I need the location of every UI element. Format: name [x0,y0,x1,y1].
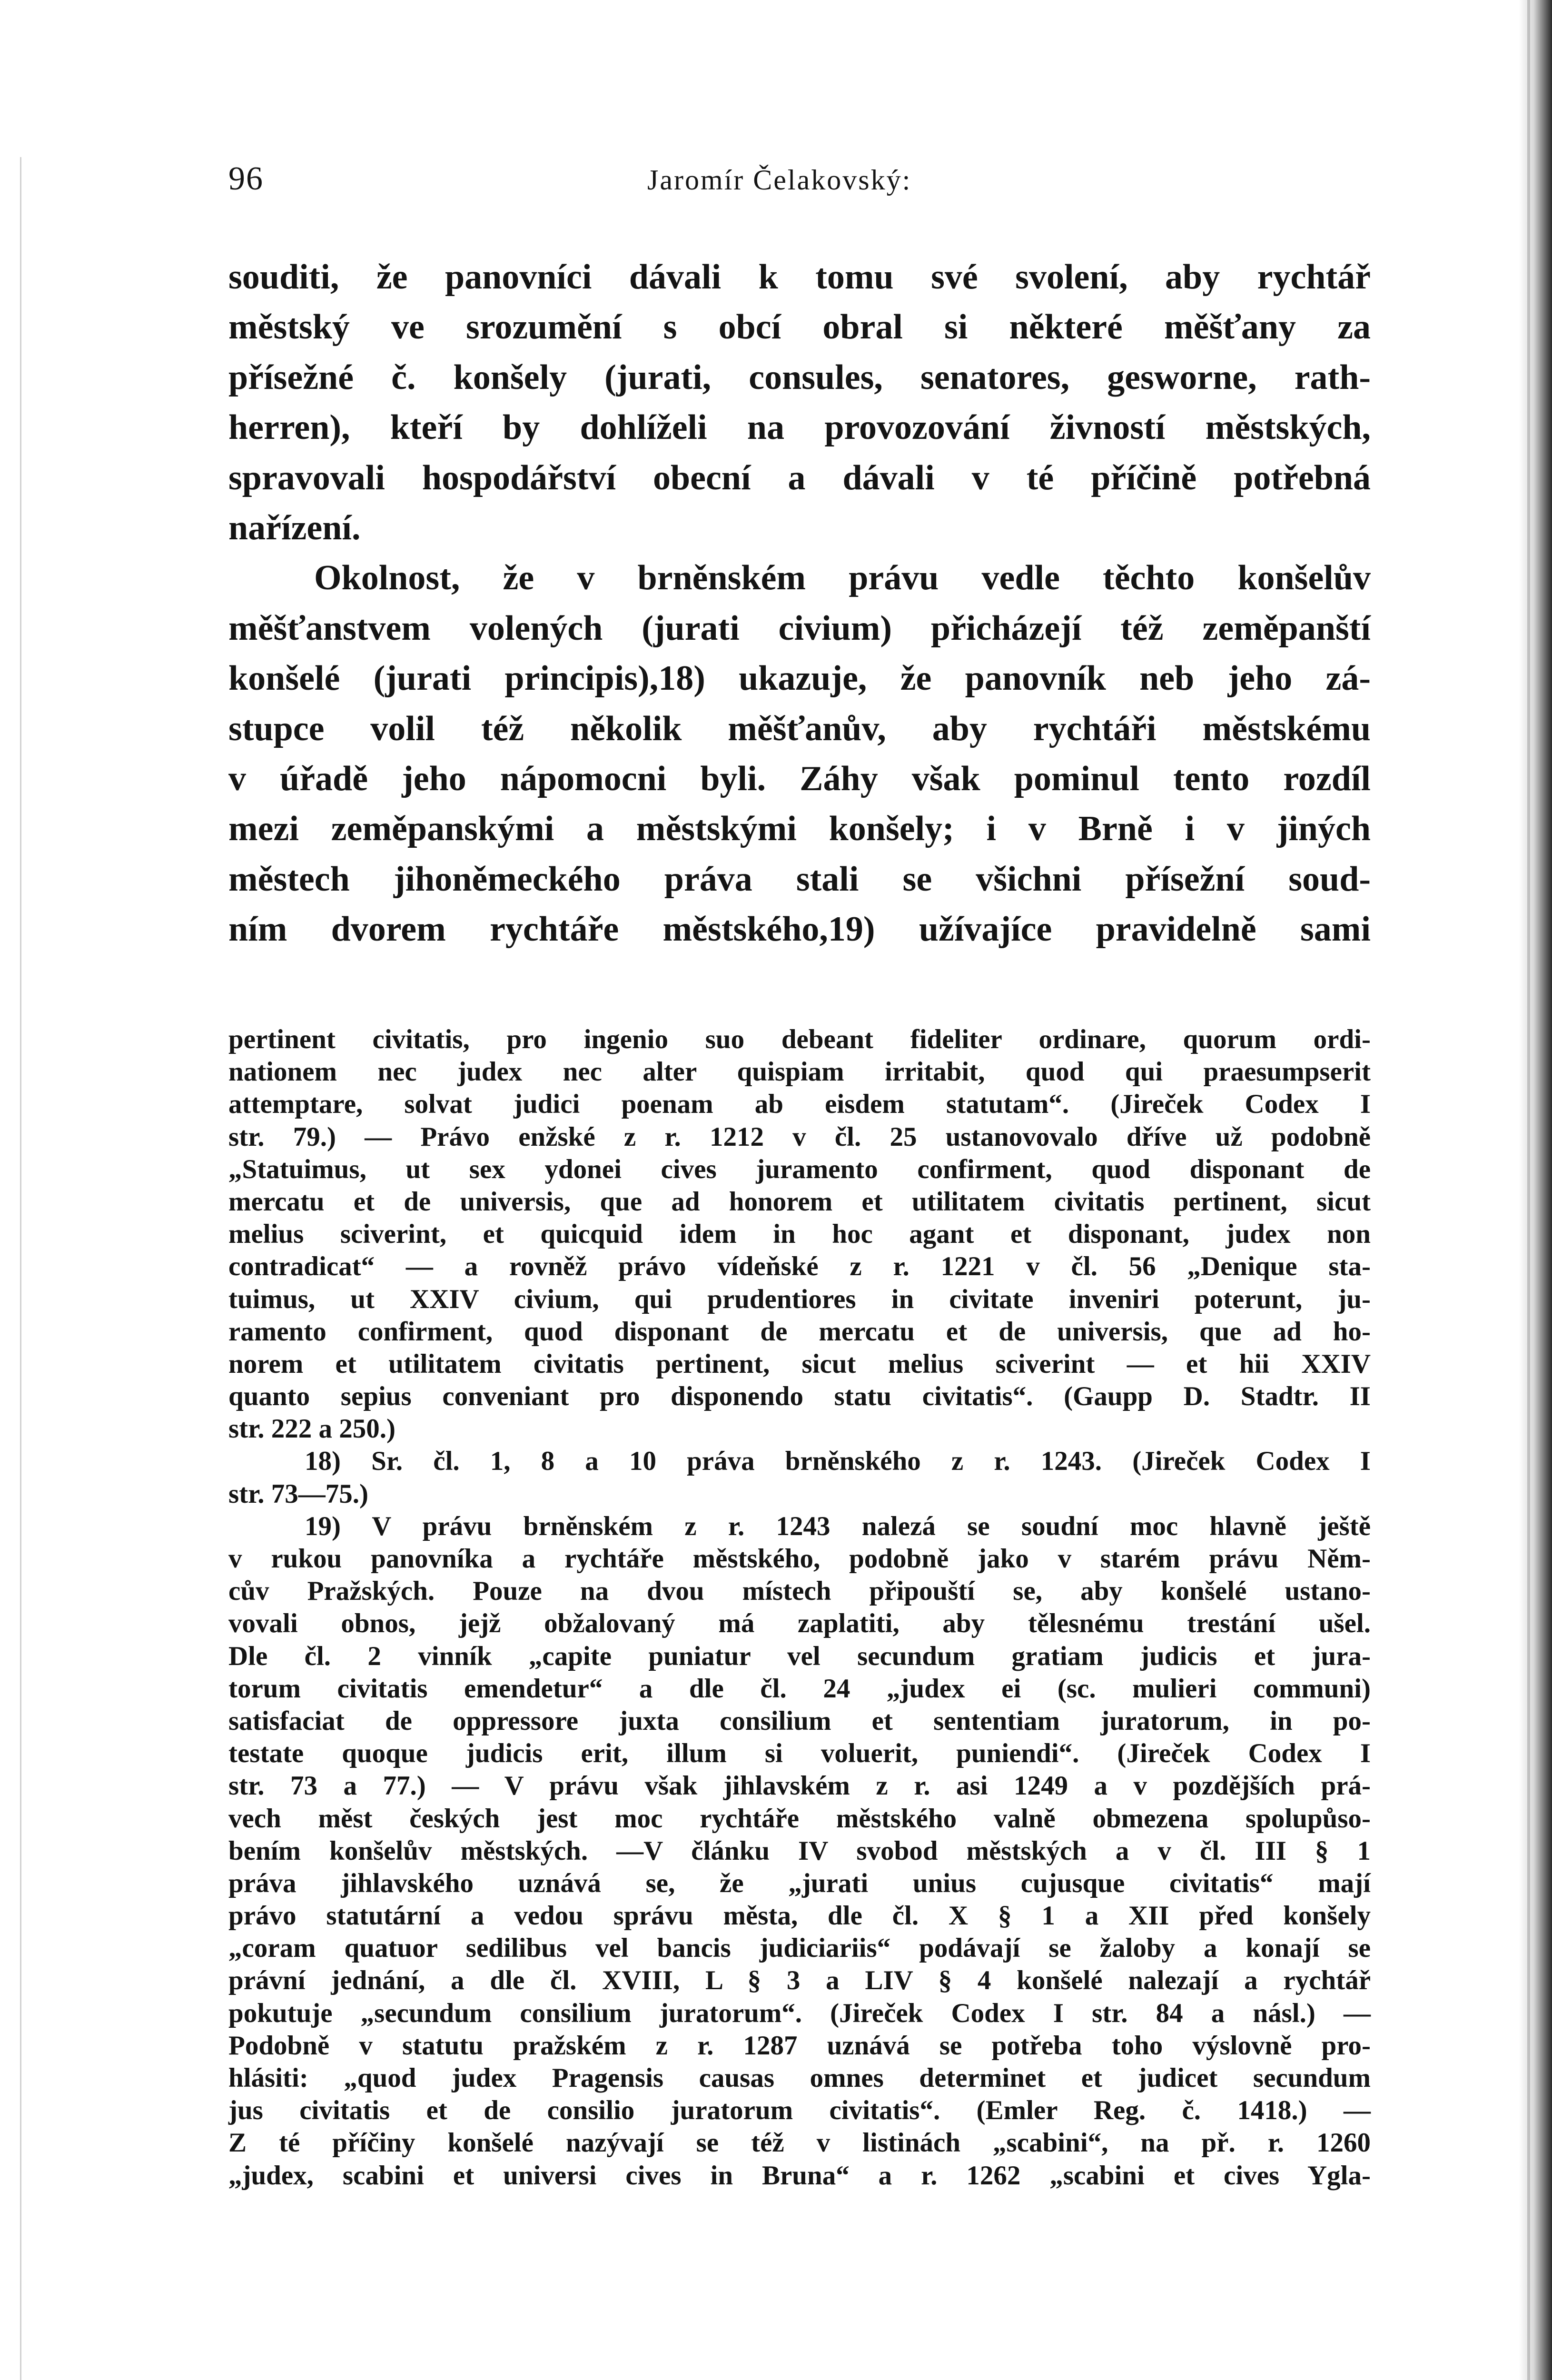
main-text-line: konšelé (jurati principis),18) ukazuje, že panovník neb jeho zá- [228,659,1371,698]
footnote-line: mercatu et de universis, que ad honorem et utilitatem civitatis pertinent, sicut [228,1186,1371,1217]
footnote-line: tuimus, ut XXIV civium, qui prudentiores in civitate inveniri poterunt, ju- [228,1284,1371,1314]
footnote-line: melius sciverint, et quicquid idem in hoc agant et disponant, judex non [228,1219,1371,1250]
main-text-line: nařízení. [228,508,361,547]
footnote-19-line: jus civitatis et de consilio juratorum civitatis“. (Emler Reg. č. 1418.) — [228,2095,1371,2126]
footnote-19-line: vech měst českých jest moc rychtáře městského valně obmezena spolupůso- [228,1803,1371,1834]
footnote-line: str. 79.) — Právo enžské z r. 1212 v čl. 25 ustanovovalo dříve už podobně [228,1121,1371,1152]
main-text-line: ním dvorem rychtáře městského,19) užívajíce pravidelně sami [228,910,1371,949]
footnote-line: contradicat“ — a rovněž právo vídeňské z r. 1221 v čl. 56 „Denique sta- [228,1251,1371,1282]
footnote-19-line: právo statutární a vedou správu města, dle čl. X § 1 a XII před konšely [228,1901,1371,1931]
main-text [228,252,1371,954]
footnote-19-line: Dle čl. 2 vinník „capite puniatur vel secundum gratiam judicis et jura- [228,1641,1371,1671]
footnote-19-line: hlásiti: „quod judex Pragensis causas omnes determinet et judicet secundum [228,2063,1371,2093]
footnote-19-line: „coram quatuor sedilibus vel bancis judiciariis“ podávají se žaloby a konají se [228,1933,1371,1964]
footnote-19-line: satisfaciat de oppressore juxta consilium et sententiam juratorum, in po- [228,1706,1371,1736]
footnote-18-line: 18) Sr. čl. 1, 8 a 10 práva brněnského z r. 1243. (Jireček Codex I [305,1446,1371,1477]
footnote-19-line: vovali obnos, jejž obžalovaný má zaplatiti, aby tělesnému trestání ušel. [228,1608,1371,1639]
footnote-19-line: právní jednání, a dle čl. XVIII, L § 3 a LIV § 4 konšelé nalezají a rychtář [228,1965,1371,1996]
footnote-line: str. 222 a 250.) [228,1414,395,1444]
main-text-line: herren), kteří by dohlíželi na provozování živností městských, [228,408,1371,447]
footnote-19-line: bením konšelův městských. —V článku IV svobod městských a v čl. III § 1 [228,1835,1371,1866]
footnote-line: attemptare, solvat judici poenam ab eisdem statutam“. (Jireček Codex I [228,1089,1371,1120]
main-text-line: městský ve srozumění s obcí obral si některé měšťany za [228,307,1371,347]
main-text-line: spravovali hospodářství obecní a dávali v té příčině potřebná [228,458,1371,497]
footnote-line: „Statuimus, ut sex ydonei cives juramento confirment, quod disponant de [228,1154,1371,1184]
footnote-line: nationem nec judex nec alter quispiam irritabit, quod qui praesumpserit [228,1057,1371,1087]
footnotes [228,1023,1371,2192]
footnote-19-line: Z té příčiny konšelé nazývají se též v listinách „scabini“, na př. r. 1260 [228,2128,1371,2158]
footnote-line: ramento confirment, quod disponant de mercatu et de universis, que ad ho- [228,1316,1371,1347]
footnote-19-line: v rukou panovníka a rychtáře městského, podobně jako v starém právu Něm- [228,1544,1371,1574]
main-text-line: Okolnost, že v brněnském právu vedle těchto konšelův [314,558,1371,598]
footnote-18-line: str. 73—75.) [228,1478,368,1509]
footnote-19-line: testate quoque judicis erit, illum si voluerit, puniendi“. (Jireček Codex I [228,1738,1371,1769]
footnote-19-line: torum civitatis emendetur“ a dle čl. 24 „judex ei (sc. mulieri communi) [228,1673,1371,1704]
running-title: Jaromír Čelakovský: [647,164,912,196]
footnote-19-line: cův Pražských. Pouze na dvou místech připouští se, aby konšelé ustano- [228,1576,1371,1606]
footnote-19-line: str. 73 a 77.) — V právu však jihlavském z r. asi 1249 a v pozdějších prá- [228,1771,1371,1801]
footnote-19-line: Podobně v statutu pražském z r. 1287 uznává se potřeba toho výslovně pro- [228,2030,1371,2061]
footnote-line: norem et utilitatem civitatis pertinent, sicut melius sciverint — et hii XXIV [228,1349,1371,1379]
main-text-line: stupce volil též několik měšťanův, aby rychtáři městskému [228,709,1371,748]
footnote-19-line: práva jihlavského uznává se, že „jurati unius cujusque civitatis“ mají [228,1868,1371,1898]
page-number: 96 [228,160,264,197]
footnote-19-line: pokutuje „secundum consilium juratorum“. (Jireček Codex I str. 84 a násl.) — [228,1998,1371,2028]
footnote-19-line: „judex, scabini et universi cives in Bruna“ a r. 1262 „scabini et cives Ygla- [228,2160,1371,2191]
main-text-line: v úřadě jeho nápomocni byli. Záhy však pominul tento rozdíl [228,759,1371,798]
main-text-line: měšťanstvem volených (jurati civium) přicházejí též zeměpanští [228,608,1371,648]
footnote-19-line: 19) V právu brněnském z r. 1243 nalezá se soudní moc hlavně ještě [305,1511,1371,1541]
main-text-line: přísežné č. konšely (jurati, consules, senatores, gesworne, rath- [228,357,1371,397]
scanned-margin-line [20,157,21,2380]
scanned-page-edge [1519,0,1552,2380]
main-text-line: souditi, že panovníci dávali k tomu své svolení, aby rychtář [228,258,1371,297]
footnote-line: quanto sepius conveniant pro disponendo statu civitatis“. (Gaupp D. Stadtr. II [228,1381,1371,1412]
page-header [228,160,1371,212]
footnote-line: pertinent civitatis, pro ingenio suo debeant fideliter ordinare, quorum ordi- [228,1024,1371,1054]
main-text-line: městech jihoněmeckého práva stali se všichni přísežní soud- [228,859,1371,899]
main-text-line: mezi zeměpanskými a městskými konšely; i v Brně i v jiných [228,809,1371,849]
